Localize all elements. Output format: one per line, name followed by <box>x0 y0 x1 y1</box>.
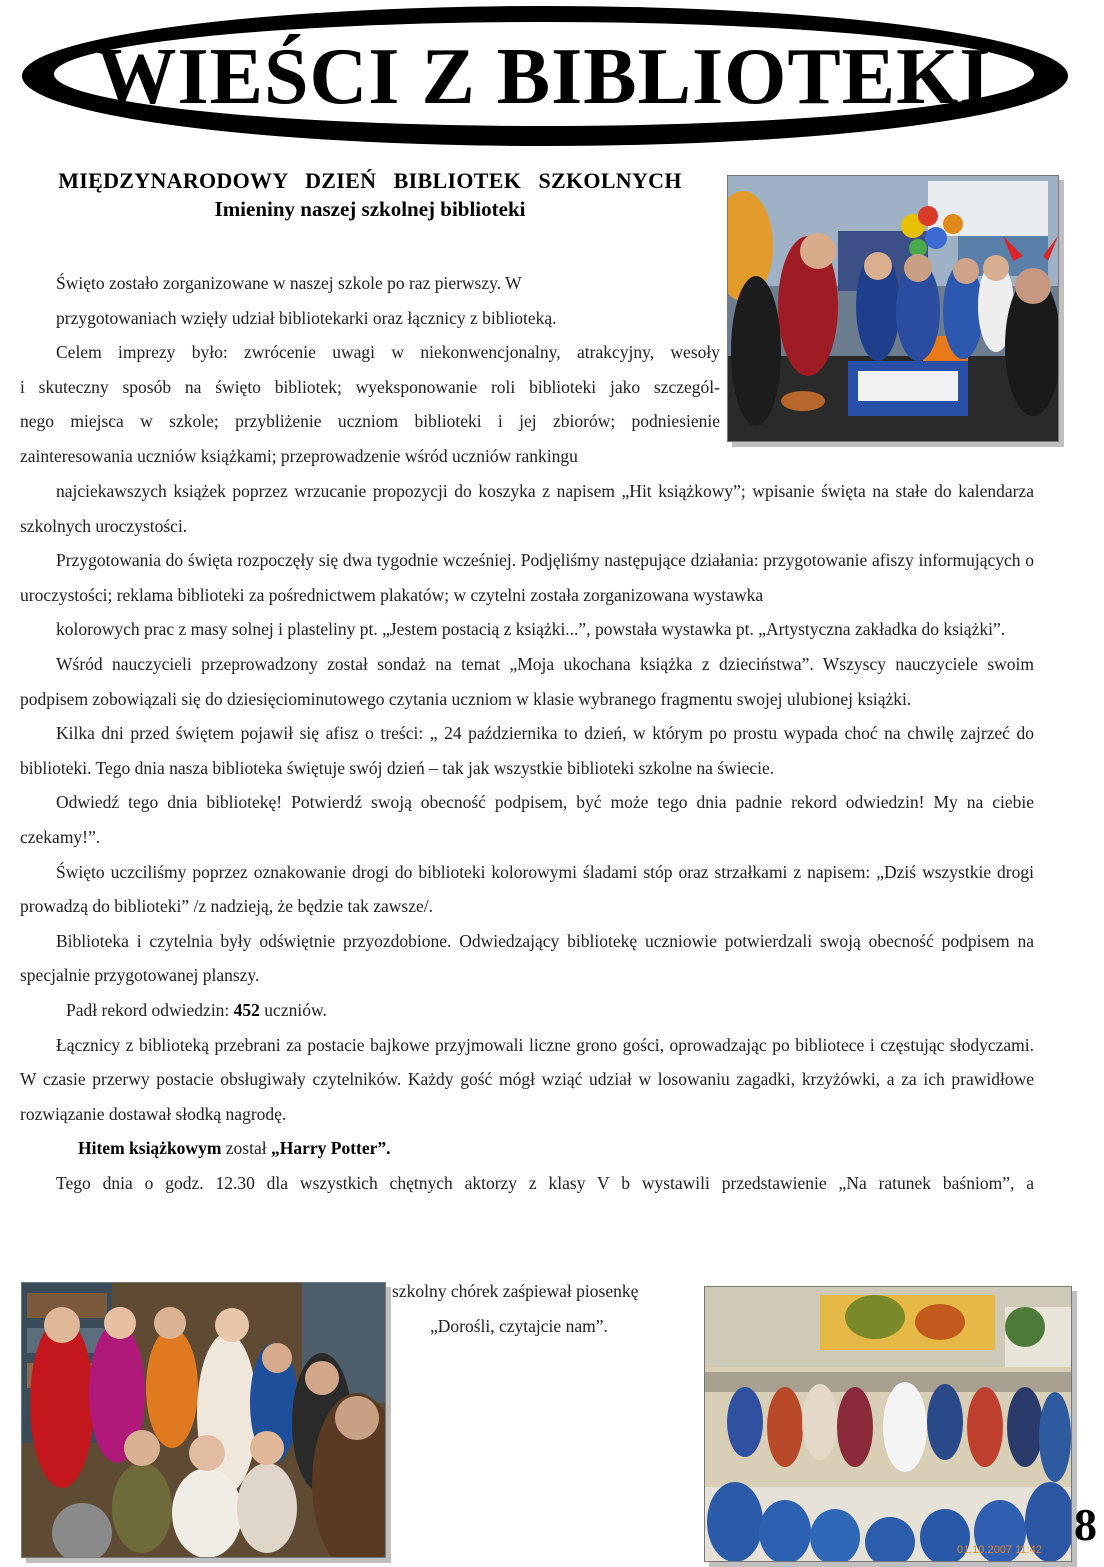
masthead-title: WIEŚCI Z BIBLIOTEKI <box>96 33 992 121</box>
choir-text <box>392 1274 692 1343</box>
record-suffix: uczniów. <box>264 999 327 1020</box>
record-prefix: Padł rekord odwiedzin: <box>66 999 230 1020</box>
costumed-students-image <box>22 1283 385 1557</box>
photo-timestamp: 01.10.2007 11:42 <box>957 1544 1042 1556</box>
masthead-inner <box>54 22 1034 126</box>
choir-song-title: „Dorośli, czytajcie nam”. <box>430 1315 608 1336</box>
paragraph-characters: Łącznicy z biblioteką przebrani za postacie bajkowe przyjmowali liczne grono gości, oprowadzając po bibliotece i częstując słodyczami. W czasie przerwy postacie obsługiwały czytelników. Każdy gość mógł wziąć udział w losowaniu zagadki, krzyżówki, a za ich prawidłowe rozwiązanie dostawał słodką nagrodę. <box>20 1034 1034 1124</box>
paragraph-ranking: najciekawszych książek poprzez wrzucanie propozycji do koszyka z napisem „Hit książkowy”; wpisanie święta na stałe do kalendarza szkolnych uroczystości. <box>20 481 1034 536</box>
paragraph-preparations: Przygotowania do święta rozpoczęły się dwa tygodnie wcześniej. Podjęliśmy następujące działania: przygotowanie afiszy informujących o uroczystości; reklama biblioteki za pośrednictwem plakatów; w czytelni została zorganizowana wystawka <box>20 550 1034 605</box>
article-heading <box>20 166 720 224</box>
lead-line: Celem imprezy było: zwrócenie uwagi w niekonwencjonalny, atrakcyjny, wesoły <box>56 342 720 363</box>
hit-label: Hitem książkowym <box>78 1138 222 1159</box>
paragraph-exhibition: kolorowych prac z masy solnej i plasteliny pt. „Jestem postacią z książki...”, powstała wystawka pt. „Artystyczna zakładka do książki”. <box>56 619 1006 640</box>
paragraph-decorated: Biblioteka i czytelnia były odświętnie przyozdobione. Odwiedzający bibliotekę uczniowie potwierdzali swoją obecność podpisem na specjalnie przygotowanej planszy. <box>20 930 1034 986</box>
article-lead <box>20 266 720 474</box>
lead-line: Święto zostało zorganizowane w naszej szkole po raz pierwszy. W <box>56 273 522 293</box>
school-play-image <box>705 1287 1071 1561</box>
paragraph-record <box>20 993 1034 1028</box>
record-number: 452 <box>233 999 260 1020</box>
paragraph-poster: Kilka dni przed świętem pojawił się afisz o treści: „ 24 października to dzień, w którym po prostu wypada choć na chwilę zajrzeć do biblioteki. Tego dnia nasza biblioteka świętuje swój dzień – tak jak wszystkie biblioteki szkolne na świecie. <box>20 723 1034 778</box>
hit-mid: został <box>225 1138 267 1159</box>
paragraph-survey: Wśród nauczycieli przeprowadzony został sondaż na temat „Moja ukochana książka z dzieciństwa”. Wszyscy nauczyciele swoim podpisem zobowiązali się do dziesięciominutowego czytania uczniom w klasie wybranego fragmentu swojej ulubionej książki. <box>20 653 1034 709</box>
costumed-students-photo <box>21 1282 386 1558</box>
masthead-banner <box>22 6 1068 146</box>
lead-line: przygotowaniach wzięły udział bibliotekarki oraz łącznicy z biblioteką. <box>56 307 557 328</box>
paragraph-hit <box>20 1131 1034 1166</box>
article-subtitle: Imieniny naszej szkolnej biblioteki <box>214 197 526 221</box>
library-event-photo <box>727 175 1059 442</box>
article-body <box>20 474 1034 1200</box>
paragraph-play: Tego dnia o godz. 12.30 dla wszystkich chętnych aktorzy z klasy V b wystawili przedstawienie „Na ratunek baśniom”, a <box>56 1172 1034 1193</box>
library-event-image <box>728 176 1058 441</box>
lead-line: zainteresowania uczniów książkami; przeprowadzenie wśród uczniów rankingu <box>20 445 578 466</box>
lead-line: i skuteczny sposób na święto bibliotek; wyeksponowanie roli biblioteki jako szczegól- <box>20 376 720 397</box>
paragraph-visit: Odwiedź tego dnia bibliotekę! Potwierdź swoją obecność podpisem, być może tego dnia padnie rekord odwiedzin! My na ciebie czekamy!”. <box>20 792 1034 847</box>
lead-line: nego miejsca w szkole; przybliżenie uczniom biblioteki i jej zbiorów; podniesienie <box>20 411 720 432</box>
article-title: MIĘDZYNARODOWY DZIEŃ BIBLIOTEK SZKOLNYCH <box>58 168 682 193</box>
school-play-photo <box>704 1286 1072 1562</box>
paragraph-footprints: Święto uczciliśmy poprzez oznakowanie drogi do biblioteki kolorowymi śladami stóp oraz strzałkami z napisem: „Dziś wszystkie drogi prowadzą do biblioteki” /z nadzieją, że będzie tak zawsze/. <box>20 861 1034 917</box>
choir-line: szkolny chórek zaśpiewał piosenkę <box>392 1281 639 1301</box>
page-number: 8 <box>1074 1499 1097 1550</box>
hit-title: „Harry Potter”. <box>270 1138 391 1159</box>
